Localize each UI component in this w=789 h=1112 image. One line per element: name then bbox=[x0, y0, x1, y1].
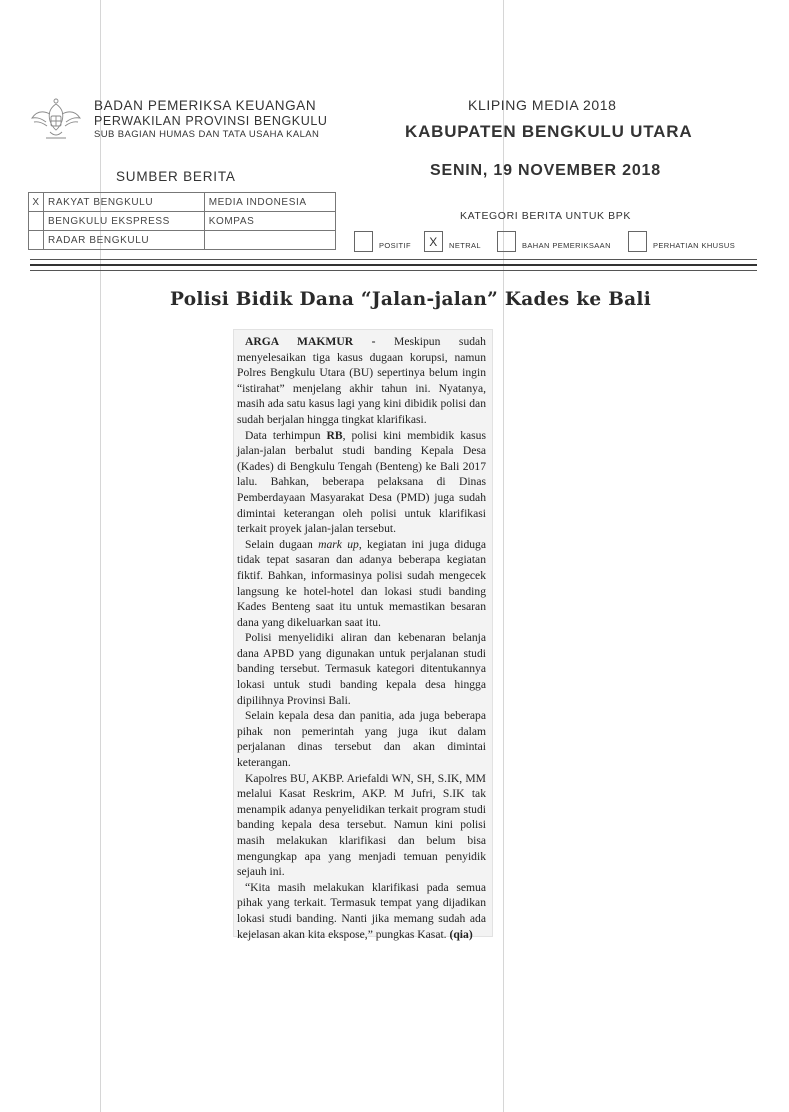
header-divider bbox=[30, 264, 757, 266]
article-paragraph: Selain kepala desa dan panitia, ada juga beberapa pihak non pemerintah yang juga ikut dalam perjalanan dinas tersebut dan akan dimintai keterangan. bbox=[237, 709, 486, 770]
category-label: NETRAL bbox=[449, 241, 481, 250]
publication-date: SENIN, 19 NOVEMBER 2018 bbox=[430, 162, 661, 179]
garuda-emblem-icon bbox=[30, 94, 82, 150]
source-cell bbox=[204, 231, 335, 250]
source-cell: BENGKULU EKSPRESS bbox=[44, 212, 205, 231]
kliping-title: KLIPING MEDIA 2018 bbox=[468, 97, 617, 113]
article-paragraph: Selain dugaan mark up, kegiatan ini juga diduga tidak tepat sasaran dan adanya beberapa kegiatan fiktif. Bahkan, informasinya polisi sudah mengecek langsung ke hotel-hotel dan lokasi studi banding Kades Benteng saat itu untuk memastikan besaran dana yang dikeluarkan saat itu. bbox=[237, 537, 486, 629]
table-row bbox=[29, 212, 336, 231]
category-label: BAHAN PEMERIKSAAN bbox=[522, 241, 611, 250]
category-positif bbox=[354, 231, 411, 252]
source-cell: RAKYAT BENGKULU bbox=[44, 193, 205, 212]
article-paragraph: Kapolres BU, AKBP. Ariefaldi WN, SH, S.IK, MM melalui Kasat Reskrim, AKP. M Jufri, S.IK tak menampik adanya penyelidikan terkait program studi banding kepala desa tersebut. Namun kini polisi masih melakukan klarifikasi dan belum bisa mengungkap apa yang menjadi temuan penyidik sejauh ini. bbox=[237, 771, 486, 879]
article-byline: (qia) bbox=[449, 927, 473, 941]
category-checkbox[interactable] bbox=[497, 231, 516, 252]
category-checkbox[interactable] bbox=[628, 231, 647, 252]
category-netral bbox=[424, 231, 481, 252]
header-divider bbox=[30, 259, 757, 260]
category-checkbox[interactable] bbox=[354, 231, 373, 252]
source-mark bbox=[29, 231, 44, 250]
category-label: PERHATIAN KHUSUS bbox=[653, 241, 736, 250]
fold-line bbox=[100, 0, 101, 1112]
category-checkbox[interactable]: X bbox=[424, 231, 443, 252]
article-paragraph: Data terhimpun RB, polisi kini membidik kasus jalan-jalan berbalut studi banding Kepala Desa (Kades) di Bengkulu Tengah (Benteng) ke Bali 2017 lalu. Bahkan, beberapa pelaksana di Dinas Pemberdayaan Masyarakat Desa (PMD) juga sudah dimintai keterangan oleh polisi untuk klarifikasi terkait proyek jalan-jalan tersebut. bbox=[237, 428, 486, 536]
source-cell: KOMPAS bbox=[204, 212, 335, 231]
source-mark bbox=[29, 212, 44, 231]
source-table bbox=[28, 192, 336, 250]
header-divider bbox=[30, 270, 757, 271]
article-body bbox=[237, 334, 486, 942]
regency-title: KABUPATEN BENGKULU UTARA bbox=[405, 122, 693, 141]
source-title: SUMBER BERITA bbox=[116, 169, 236, 184]
article-paragraph: ARGA MAKMUR - Meskipun sudah menyelesaikan tiga kasus dugaan korupsi, namun Polres Bengkulu Utara (BU) sepertinya belum ingin “istirahat” menjelang akhir tahun ini. Nyatanya, masih ada satu kasus lagi yang kini dibidik polisi dan sudah berjalan hingga tingkat klarifikasi. bbox=[237, 335, 486, 426]
org-branch: PERWAKILAN PROVINSI BENGKULU bbox=[94, 114, 328, 129]
article-dateline: ARGA MAKMUR - bbox=[245, 335, 376, 348]
article-headline: Polisi Bidik Dana “Jalan-jalan” Kades ke Bali bbox=[170, 289, 652, 310]
organization-block bbox=[94, 98, 328, 141]
article-paragraph: Polisi menyelidiki aliran dan kebenaran belanja dana APBD yang digunakan untuk perjalanan studi banding tersebut. Termasuk kategori ditentukannya lokasi untuk studi banding kepala desa hingga dipilihnya Provinsi Bali. bbox=[237, 631, 486, 707]
table-row bbox=[29, 231, 336, 250]
category-label: POSITIF bbox=[379, 241, 411, 250]
table-row bbox=[29, 193, 336, 212]
category-bahan-pemeriksaan bbox=[497, 231, 611, 252]
org-name: BADAN PEMERIKSA KEUANGAN bbox=[94, 98, 317, 113]
source-cell: RADAR BENGKULU bbox=[44, 231, 205, 250]
category-title: KATEGORI BERITA UNTUK BPK bbox=[460, 210, 631, 222]
source-mark: X bbox=[29, 193, 44, 212]
category-perhatian-khusus bbox=[628, 231, 735, 252]
article-paragraph: “Kita masih melakukan klarifikasi pada semua pihak yang terkait. Termasuk tempat yang dijadikan lokasi studi banding. Nanti jika memang sudah ada kejelasan akan kita ekspose,” pungkas Kasat. (qia) bbox=[237, 880, 486, 941]
source-cell: MEDIA INDONESIA bbox=[204, 193, 335, 212]
org-subdivision: SUB BAGIAN HUMAS DAN TATA USAHA KALAN bbox=[94, 129, 320, 141]
